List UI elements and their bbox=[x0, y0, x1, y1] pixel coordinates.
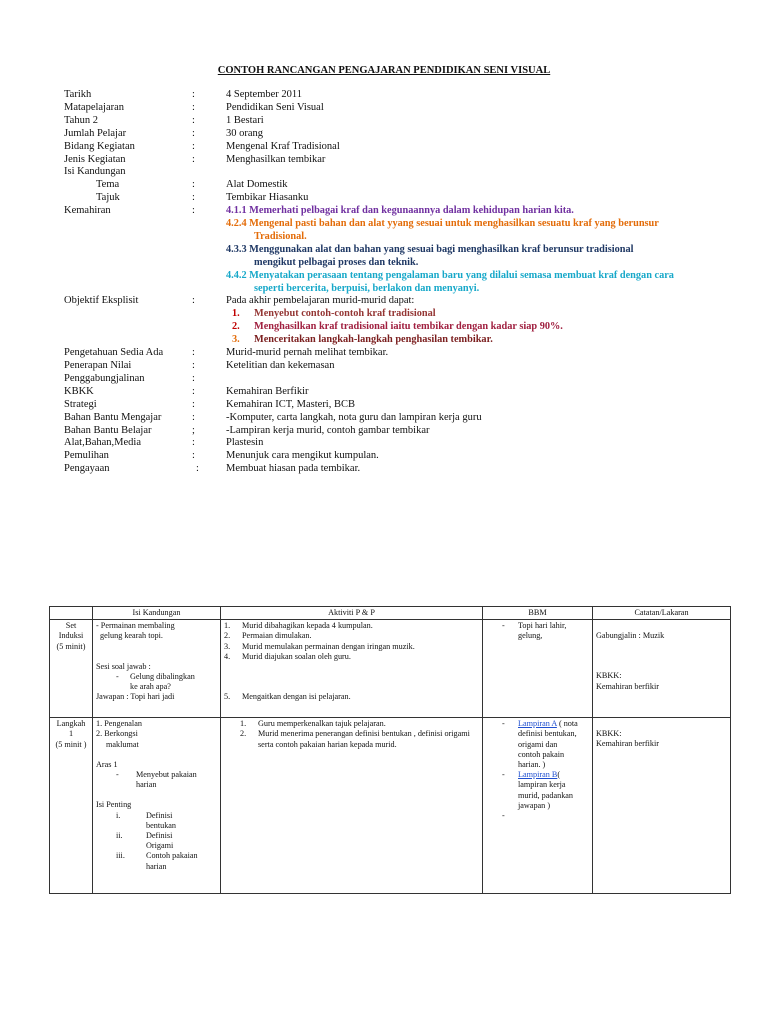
lampiran-b-link[interactable]: Lampiran B bbox=[518, 770, 558, 780]
skill-text-cont: mengikut pelbagai proses dan teknik. bbox=[254, 256, 419, 268]
objektif-text: Menyebut contoh-contoh kraf tradisional bbox=[254, 308, 436, 320]
isi-text: Definisi bbox=[146, 810, 173, 820]
info-colon: : bbox=[196, 463, 199, 475]
info-label: Bahan Bantu Mengajar bbox=[64, 411, 162, 423]
isi-text: gelung kearah topi. bbox=[100, 631, 163, 641]
bbm-text: lampiran kerja bbox=[518, 780, 566, 790]
info-value: 30 orang bbox=[226, 127, 264, 139]
skill-item bbox=[226, 205, 744, 218]
stage-text: (5 minit) bbox=[56, 641, 86, 651]
info-colon: : bbox=[192, 437, 195, 449]
info-label: Tarikh bbox=[64, 89, 92, 100]
bbm-text: jawapan ) bbox=[518, 800, 551, 810]
stage-text: 1 bbox=[68, 729, 74, 739]
aktiviti-item bbox=[224, 719, 479, 729]
stage-cell bbox=[50, 620, 93, 718]
aktiviti-item bbox=[224, 631, 479, 641]
isi-text: Origami bbox=[146, 841, 174, 851]
info-row-bbb bbox=[64, 425, 744, 438]
objektif-item bbox=[232, 321, 744, 334]
info-colon: : bbox=[192, 153, 195, 165]
aktiviti-num: 1. bbox=[224, 621, 231, 631]
info-label: KBKK bbox=[64, 385, 94, 397]
info-row-kemahiran bbox=[64, 205, 744, 295]
catatan-text: Kemahiran berfikir bbox=[596, 739, 659, 749]
info-label: Tema bbox=[96, 179, 120, 191]
info-row-objektif bbox=[64, 295, 744, 347]
aktiviti-num: 5. bbox=[224, 692, 231, 702]
info-label: Jumlah Pelajar bbox=[64, 127, 127, 139]
table-header-row bbox=[50, 607, 731, 620]
objektif-num: 1. bbox=[232, 308, 240, 320]
isi-text: Sesi soal jawab : bbox=[96, 661, 151, 671]
info-colon: : bbox=[192, 360, 195, 372]
dash-mark: - bbox=[116, 770, 119, 780]
aktiviti-item bbox=[224, 621, 479, 631]
table-header: Isi Kandungan bbox=[93, 607, 221, 620]
info-colon: : bbox=[192, 450, 195, 462]
objektif-text: Menghasilkan kraf tradisional iaitu tembikar dengan kadar siap 90%. bbox=[254, 321, 563, 333]
bbm-text: harian. ) bbox=[518, 760, 546, 770]
skill-text-cont: seperti bercerita, berpuisi, berlakon dan menyanyi. bbox=[254, 282, 480, 294]
skill-text: 4.1.1 Memerhati pelbagai kraf dan kegunaannya dalam kehidupan harian kita. bbox=[226, 205, 574, 217]
dash-mark: - bbox=[116, 671, 119, 681]
objektif-intro: Pada akhir pembelajaran murid-murid dapat: bbox=[226, 295, 415, 307]
isi-list-item bbox=[96, 851, 217, 861]
isi-text: Aras 1 bbox=[96, 759, 118, 769]
bbm-text: murid, padankan bbox=[518, 790, 574, 800]
info-row-bbm bbox=[64, 412, 744, 425]
bbm-text: ( bbox=[557, 770, 561, 780]
aktiviti-item bbox=[224, 692, 479, 702]
aktiviti-text: Murid dibahagikan kepada 4 kumpulan. bbox=[242, 621, 373, 631]
dash-mark: - bbox=[502, 811, 505, 821]
info-row-penggabungjalinan bbox=[64, 373, 744, 386]
objektif-num: 2. bbox=[232, 321, 240, 333]
info-label: Penerapan Nilai bbox=[64, 360, 132, 372]
objektif-block bbox=[226, 295, 744, 347]
info-colon: : bbox=[192, 372, 195, 384]
info-row-nilai bbox=[64, 360, 744, 373]
table-header bbox=[50, 607, 93, 620]
isi-text: 2. Berkongsi bbox=[96, 729, 138, 739]
info-label: Strategi bbox=[64, 398, 97, 410]
page-title: CONTOH RANCANGAN PENGAJARAN PENDIDIKAN SENI VISUAL bbox=[217, 65, 551, 76]
aktiviti-num: 2. bbox=[224, 631, 231, 641]
isi-list-num: iii. bbox=[116, 851, 125, 861]
isi-bullet bbox=[96, 672, 217, 682]
isi-text: Isi Penting bbox=[96, 800, 132, 810]
info-row-tema bbox=[64, 179, 744, 192]
info-value: -Komputer, carta langkah, nota guru dan lampiran kerja guru bbox=[226, 411, 482, 423]
aktiviti-text: Mengaitkan dengan isi pelajaran. bbox=[242, 692, 351, 702]
info-value: Pendidikan Seni Visual bbox=[226, 101, 324, 113]
info-colon: : bbox=[192, 140, 195, 152]
stage-text: Set bbox=[65, 621, 77, 631]
info-label: Pengayaan bbox=[64, 463, 110, 475]
isi-text: Menyebut pakaian bbox=[136, 770, 197, 780]
isi-list-item bbox=[96, 811, 217, 821]
info-label: Pengetahuan Sedia Ada bbox=[64, 347, 164, 359]
bbm-item bbox=[486, 719, 589, 729]
info-label: Matapelajaran bbox=[64, 101, 125, 113]
info-row-strategi bbox=[64, 399, 744, 412]
info-value: Tembikar Hiasanku bbox=[226, 192, 309, 204]
stage-text: Langkah bbox=[56, 719, 86, 729]
isi-text: Gelung dibalingkan bbox=[130, 671, 195, 681]
skill-text-cont: Tradisional. bbox=[254, 230, 307, 242]
info-value: -Lampiran kerja murid, contoh gambar tembikar bbox=[226, 424, 430, 436]
aktiviti-item bbox=[224, 652, 479, 662]
bbm-cell bbox=[483, 718, 593, 894]
bbm-item bbox=[486, 770, 589, 780]
isi-text: harian bbox=[146, 861, 167, 871]
info-row-jenis-kegiatan bbox=[64, 154, 744, 167]
isi-text: ke arah apa? bbox=[130, 682, 171, 692]
info-colon: : bbox=[192, 295, 195, 307]
aktiviti-num: 3. bbox=[224, 641, 231, 651]
info-row-kbkk bbox=[64, 386, 744, 399]
info-colon: : bbox=[192, 347, 195, 359]
skill-text: 4.3.3 Menggunakan alat dan bahan yang sesuai bagi menghasilkan kraf berunsur tradisional bbox=[226, 243, 634, 255]
isi-text: Jawapan : Topi hari jadi bbox=[96, 692, 175, 702]
isi-text: maklumat bbox=[106, 739, 139, 749]
info-colon: : bbox=[192, 398, 195, 410]
stage-text: (5 minit ) bbox=[55, 739, 87, 749]
skill-item bbox=[226, 244, 744, 270]
info-colon: : bbox=[192, 192, 195, 204]
info-label: Objektif Eksplisit bbox=[64, 295, 139, 307]
aktiviti-text: Permaian dimulakan. bbox=[242, 631, 312, 641]
table-header: BBM bbox=[483, 607, 593, 620]
dash-mark: - bbox=[502, 621, 505, 631]
isi-text: bentukan bbox=[146, 820, 177, 830]
lesson-plan-table bbox=[49, 606, 731, 894]
stage-text: Induksi bbox=[58, 631, 84, 641]
isi-cell bbox=[93, 718, 221, 894]
info-label: Pemulihan bbox=[64, 450, 109, 462]
info-row-pengetahuan bbox=[64, 347, 744, 360]
table-header: Catatan/Lakaran bbox=[593, 607, 731, 620]
bbm-text: definisi bentukan, bbox=[518, 729, 577, 739]
info-value: Kemahiran Berfikir bbox=[226, 385, 309, 397]
info-colon: : bbox=[192, 385, 195, 397]
info-value: 4 September 2011 bbox=[226, 89, 303, 100]
isi-text: 1. Pengenalan bbox=[96, 719, 142, 729]
isi-list-num: ii. bbox=[116, 831, 123, 841]
objektif-text: Menceritakan langkah-langkah penghasilan tembikar. bbox=[254, 334, 493, 346]
aktiviti-cell bbox=[221, 718, 483, 894]
info-value: 1 Bestari bbox=[226, 114, 264, 126]
aktiviti-num: 2. bbox=[240, 729, 247, 739]
info-label: Kemahiran bbox=[64, 205, 111, 217]
stage-cell bbox=[50, 718, 93, 894]
isi-text: Contoh pakaian bbox=[146, 851, 198, 861]
info-row-bidang-kegiatan bbox=[64, 141, 744, 154]
info-row-tahun bbox=[64, 115, 744, 128]
catatan-cell bbox=[593, 718, 731, 894]
skill-item bbox=[226, 218, 744, 244]
table-row bbox=[50, 620, 731, 718]
info-value: Murid-murid pernah melihat tembikar. bbox=[226, 347, 389, 359]
info-row-pengayaan bbox=[64, 463, 744, 476]
info-colon: : bbox=[192, 89, 195, 100]
info-colon: ; bbox=[192, 424, 195, 436]
isi-bullet bbox=[96, 770, 217, 780]
info-row-tajuk bbox=[64, 192, 744, 205]
kemahiran-list bbox=[226, 205, 744, 295]
objektif-item bbox=[232, 334, 744, 347]
aktiviti-text: Murid diajukan soalan oleh guru. bbox=[242, 651, 351, 661]
skill-text: 4.2.4 Mengenal pasti bahan dan alat yyang sesuai untuk menghasilkan sesuatu kraf yang berunsur bbox=[226, 218, 659, 230]
info-label: Penggabungjalinan bbox=[64, 372, 145, 384]
info-row-alat bbox=[64, 437, 744, 450]
dash-mark: - bbox=[502, 770, 505, 780]
dash-mark: - bbox=[502, 719, 505, 729]
info-row-tarikh bbox=[64, 89, 744, 102]
aktiviti-text: Guru memperkenalkan tajuk pelajaran. bbox=[258, 719, 386, 729]
table-header: Aktiviti P & P bbox=[221, 607, 483, 620]
info-label: Alat,Bahan,Media bbox=[64, 437, 141, 449]
bbm-text: contoh pakain bbox=[518, 749, 565, 759]
info-value: Alat Domestik bbox=[226, 179, 288, 191]
info-value: Menghasilkan tembikar bbox=[226, 153, 326, 165]
info-value: Menunjuk cara mengikut kumpulan. bbox=[226, 450, 379, 462]
info-colon: : bbox=[192, 411, 195, 423]
isi-text: Definisi bbox=[146, 831, 173, 841]
isi-cell bbox=[93, 620, 221, 718]
info-label: Tahun 2 bbox=[64, 114, 98, 126]
info-value: Membuat hiasan pada tembikar. bbox=[226, 463, 361, 475]
aktiviti-text: Murid memulakan permainan dengan iringan muzik. bbox=[242, 641, 415, 651]
aktiviti-item bbox=[224, 642, 479, 652]
info-colon: : bbox=[192, 101, 195, 113]
info-value bbox=[226, 373, 744, 386]
info-label: Tajuk bbox=[96, 192, 120, 204]
aktiviti-item bbox=[224, 729, 479, 749]
table-row bbox=[50, 718, 731, 894]
lesson-info bbox=[64, 89, 744, 476]
info-value: Ketelitian dan kekemasan bbox=[226, 360, 335, 372]
info-colon: : bbox=[192, 205, 195, 217]
info-row-pemulihan bbox=[64, 450, 744, 463]
catatan-text: Kemahiran berfikir bbox=[596, 681, 659, 691]
aktiviti-text: Murid menerima penerangan definisi bentukan , definisi origami serta contoh pakaian harian kepada murid. bbox=[258, 729, 470, 749]
bbm-text: origami dan bbox=[518, 739, 558, 749]
bbm-text: ( nota bbox=[558, 719, 578, 729]
info-value bbox=[226, 166, 744, 179]
info-row-jumlah-pelajar bbox=[64, 128, 744, 141]
lampiran-a-link[interactable]: Lampiran A bbox=[518, 719, 557, 729]
isi-list-num: i. bbox=[116, 810, 121, 820]
info-colon: : bbox=[192, 114, 195, 126]
info-row-isi-kandungan bbox=[64, 166, 744, 179]
catatan-text: Gabungjalin : Muzik bbox=[596, 631, 665, 641]
aktiviti-num: 1. bbox=[240, 719, 247, 729]
info-label: Bidang Kegiatan bbox=[64, 140, 135, 152]
bbm-item bbox=[486, 621, 589, 631]
info-label: Bahan Bantu Belajar bbox=[64, 424, 152, 436]
info-value: Plastesin bbox=[226, 437, 264, 449]
isi-text: harian bbox=[136, 780, 157, 790]
bbm-cell bbox=[483, 620, 593, 718]
catatan-cell bbox=[593, 620, 731, 718]
skill-item bbox=[226, 270, 744, 296]
catatan-text: KBKK: bbox=[596, 671, 622, 681]
info-value: Kemahiran ICT, Masteri, BCB bbox=[226, 398, 355, 410]
info-label: Jenis Kegiatan bbox=[64, 153, 126, 165]
info-value: Mengenal Kraf Tradisional bbox=[226, 140, 340, 152]
skill-text: 4.4.2 Menyatakan perasaan tentang pengalaman baru yang dilalui semasa membuat kraf dengan cara bbox=[226, 269, 674, 281]
aktiviti-num: 4. bbox=[224, 651, 231, 661]
info-label: Isi Kandungan bbox=[64, 166, 126, 178]
info-row-matapelajaran bbox=[64, 102, 744, 115]
isi-text: - Permainan membaling bbox=[96, 621, 175, 631]
objektif-item bbox=[232, 308, 744, 321]
isi-list-item bbox=[96, 831, 217, 841]
aktiviti-cell bbox=[221, 620, 483, 718]
objektif-num: 3. bbox=[232, 334, 240, 346]
info-colon: : bbox=[192, 179, 195, 191]
bbm-text: Topi hari lahir, bbox=[518, 621, 567, 631]
info-colon: : bbox=[192, 127, 195, 139]
bbm-text: gelung, bbox=[518, 631, 543, 641]
catatan-text: KBKK: bbox=[596, 729, 622, 739]
